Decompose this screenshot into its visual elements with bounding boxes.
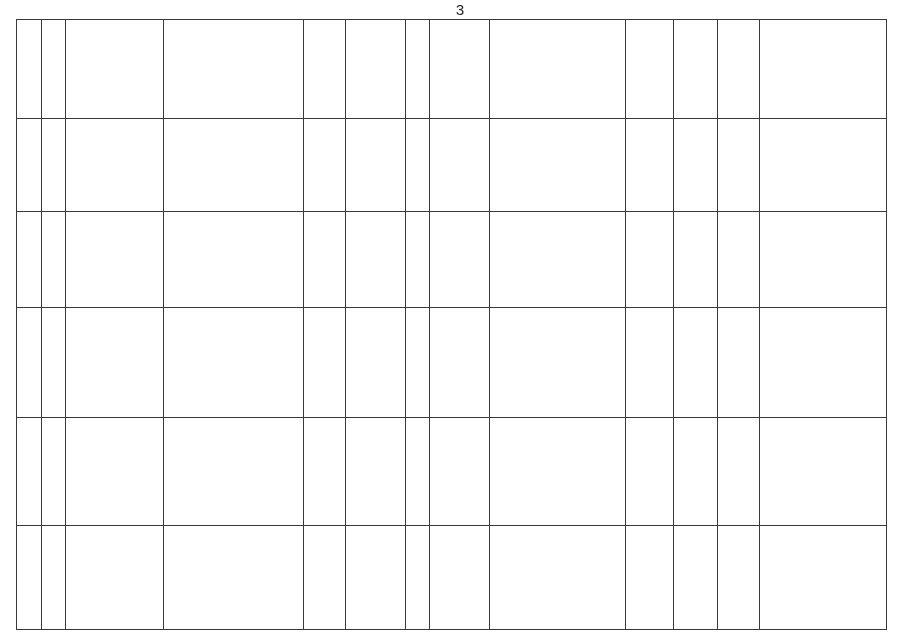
finance-cell bbox=[718, 212, 760, 308]
provider-cell bbox=[674, 308, 718, 418]
provider-cell bbox=[674, 526, 718, 630]
volume-cell bbox=[626, 20, 674, 119]
row-number-cell bbox=[17, 212, 42, 308]
condition-cell bbox=[304, 119, 346, 212]
type-cell bbox=[42, 20, 66, 119]
name-cell bbox=[66, 308, 164, 418]
form-cell bbox=[346, 212, 406, 308]
form-cell bbox=[346, 418, 406, 526]
content-cell bbox=[164, 526, 304, 630]
condition-cell bbox=[304, 212, 346, 308]
volume-cell bbox=[626, 119, 674, 212]
content-cell bbox=[164, 212, 304, 308]
legal-basis-cell bbox=[760, 526, 887, 630]
consumers-cell bbox=[430, 212, 490, 308]
type-cell bbox=[42, 418, 66, 526]
name-cell bbox=[66, 119, 164, 212]
legal-basis-cell bbox=[760, 119, 887, 212]
indicators-cell bbox=[490, 119, 626, 212]
table-row bbox=[17, 308, 887, 418]
volume-cell bbox=[626, 212, 674, 308]
condition-cell bbox=[304, 20, 346, 119]
name-cell bbox=[66, 20, 164, 119]
form-cell bbox=[346, 20, 406, 119]
name-cell bbox=[66, 212, 164, 308]
type-cell bbox=[42, 308, 66, 418]
code-cell bbox=[406, 526, 430, 630]
row-number-cell bbox=[17, 308, 42, 418]
row-number-cell bbox=[17, 20, 42, 119]
provider-cell bbox=[674, 212, 718, 308]
code-cell bbox=[406, 119, 430, 212]
condition-cell bbox=[304, 308, 346, 418]
row-number-cell bbox=[17, 119, 42, 212]
type-cell bbox=[42, 212, 66, 308]
name-cell bbox=[66, 526, 164, 630]
volume-cell bbox=[626, 308, 674, 418]
content-cell bbox=[164, 308, 304, 418]
condition-cell bbox=[304, 526, 346, 630]
provider-cell bbox=[674, 119, 718, 212]
condition-cell bbox=[304, 418, 346, 526]
table-row bbox=[17, 20, 887, 119]
legal-basis-cell bbox=[760, 20, 887, 119]
code-cell bbox=[406, 308, 430, 418]
form-cell bbox=[346, 308, 406, 418]
finance-cell bbox=[718, 526, 760, 630]
content-cell bbox=[164, 20, 304, 119]
consumers-cell bbox=[430, 418, 490, 526]
code-cell bbox=[406, 20, 430, 119]
consumers-cell bbox=[430, 308, 490, 418]
finance-cell bbox=[718, 119, 760, 212]
table-row bbox=[17, 212, 887, 308]
legal-basis-cell bbox=[760, 212, 887, 308]
table-row bbox=[17, 526, 887, 630]
type-cell bbox=[42, 119, 66, 212]
indicators-cell bbox=[490, 418, 626, 526]
services-registry-table bbox=[16, 19, 887, 630]
finance-cell bbox=[718, 308, 760, 418]
provider-cell bbox=[674, 418, 718, 526]
legal-basis-cell bbox=[760, 308, 887, 418]
legal-basis-cell bbox=[760, 418, 887, 526]
form-cell bbox=[346, 526, 406, 630]
provider-cell bbox=[674, 20, 718, 119]
table-row bbox=[17, 119, 887, 212]
content-cell bbox=[164, 119, 304, 212]
finance-cell bbox=[718, 418, 760, 526]
consumers-cell bbox=[430, 20, 490, 119]
indicators-cell bbox=[490, 526, 626, 630]
content-cell bbox=[164, 418, 304, 526]
indicators-cell bbox=[490, 308, 626, 418]
form-cell bbox=[346, 119, 406, 212]
indicators-cell bbox=[490, 212, 626, 308]
name-cell bbox=[66, 418, 164, 526]
row-number-cell bbox=[17, 526, 42, 630]
page-number: 3 bbox=[455, 2, 465, 19]
consumers-cell bbox=[430, 526, 490, 630]
finance-cell bbox=[718, 20, 760, 119]
type-cell bbox=[42, 526, 66, 630]
consumers-cell bbox=[430, 119, 490, 212]
row-number-cell bbox=[17, 418, 42, 526]
table-row bbox=[17, 418, 887, 526]
volume-cell bbox=[626, 526, 674, 630]
code-cell bbox=[406, 418, 430, 526]
indicators-cell bbox=[490, 20, 626, 119]
volume-cell bbox=[626, 418, 674, 526]
code-cell bbox=[406, 212, 430, 308]
